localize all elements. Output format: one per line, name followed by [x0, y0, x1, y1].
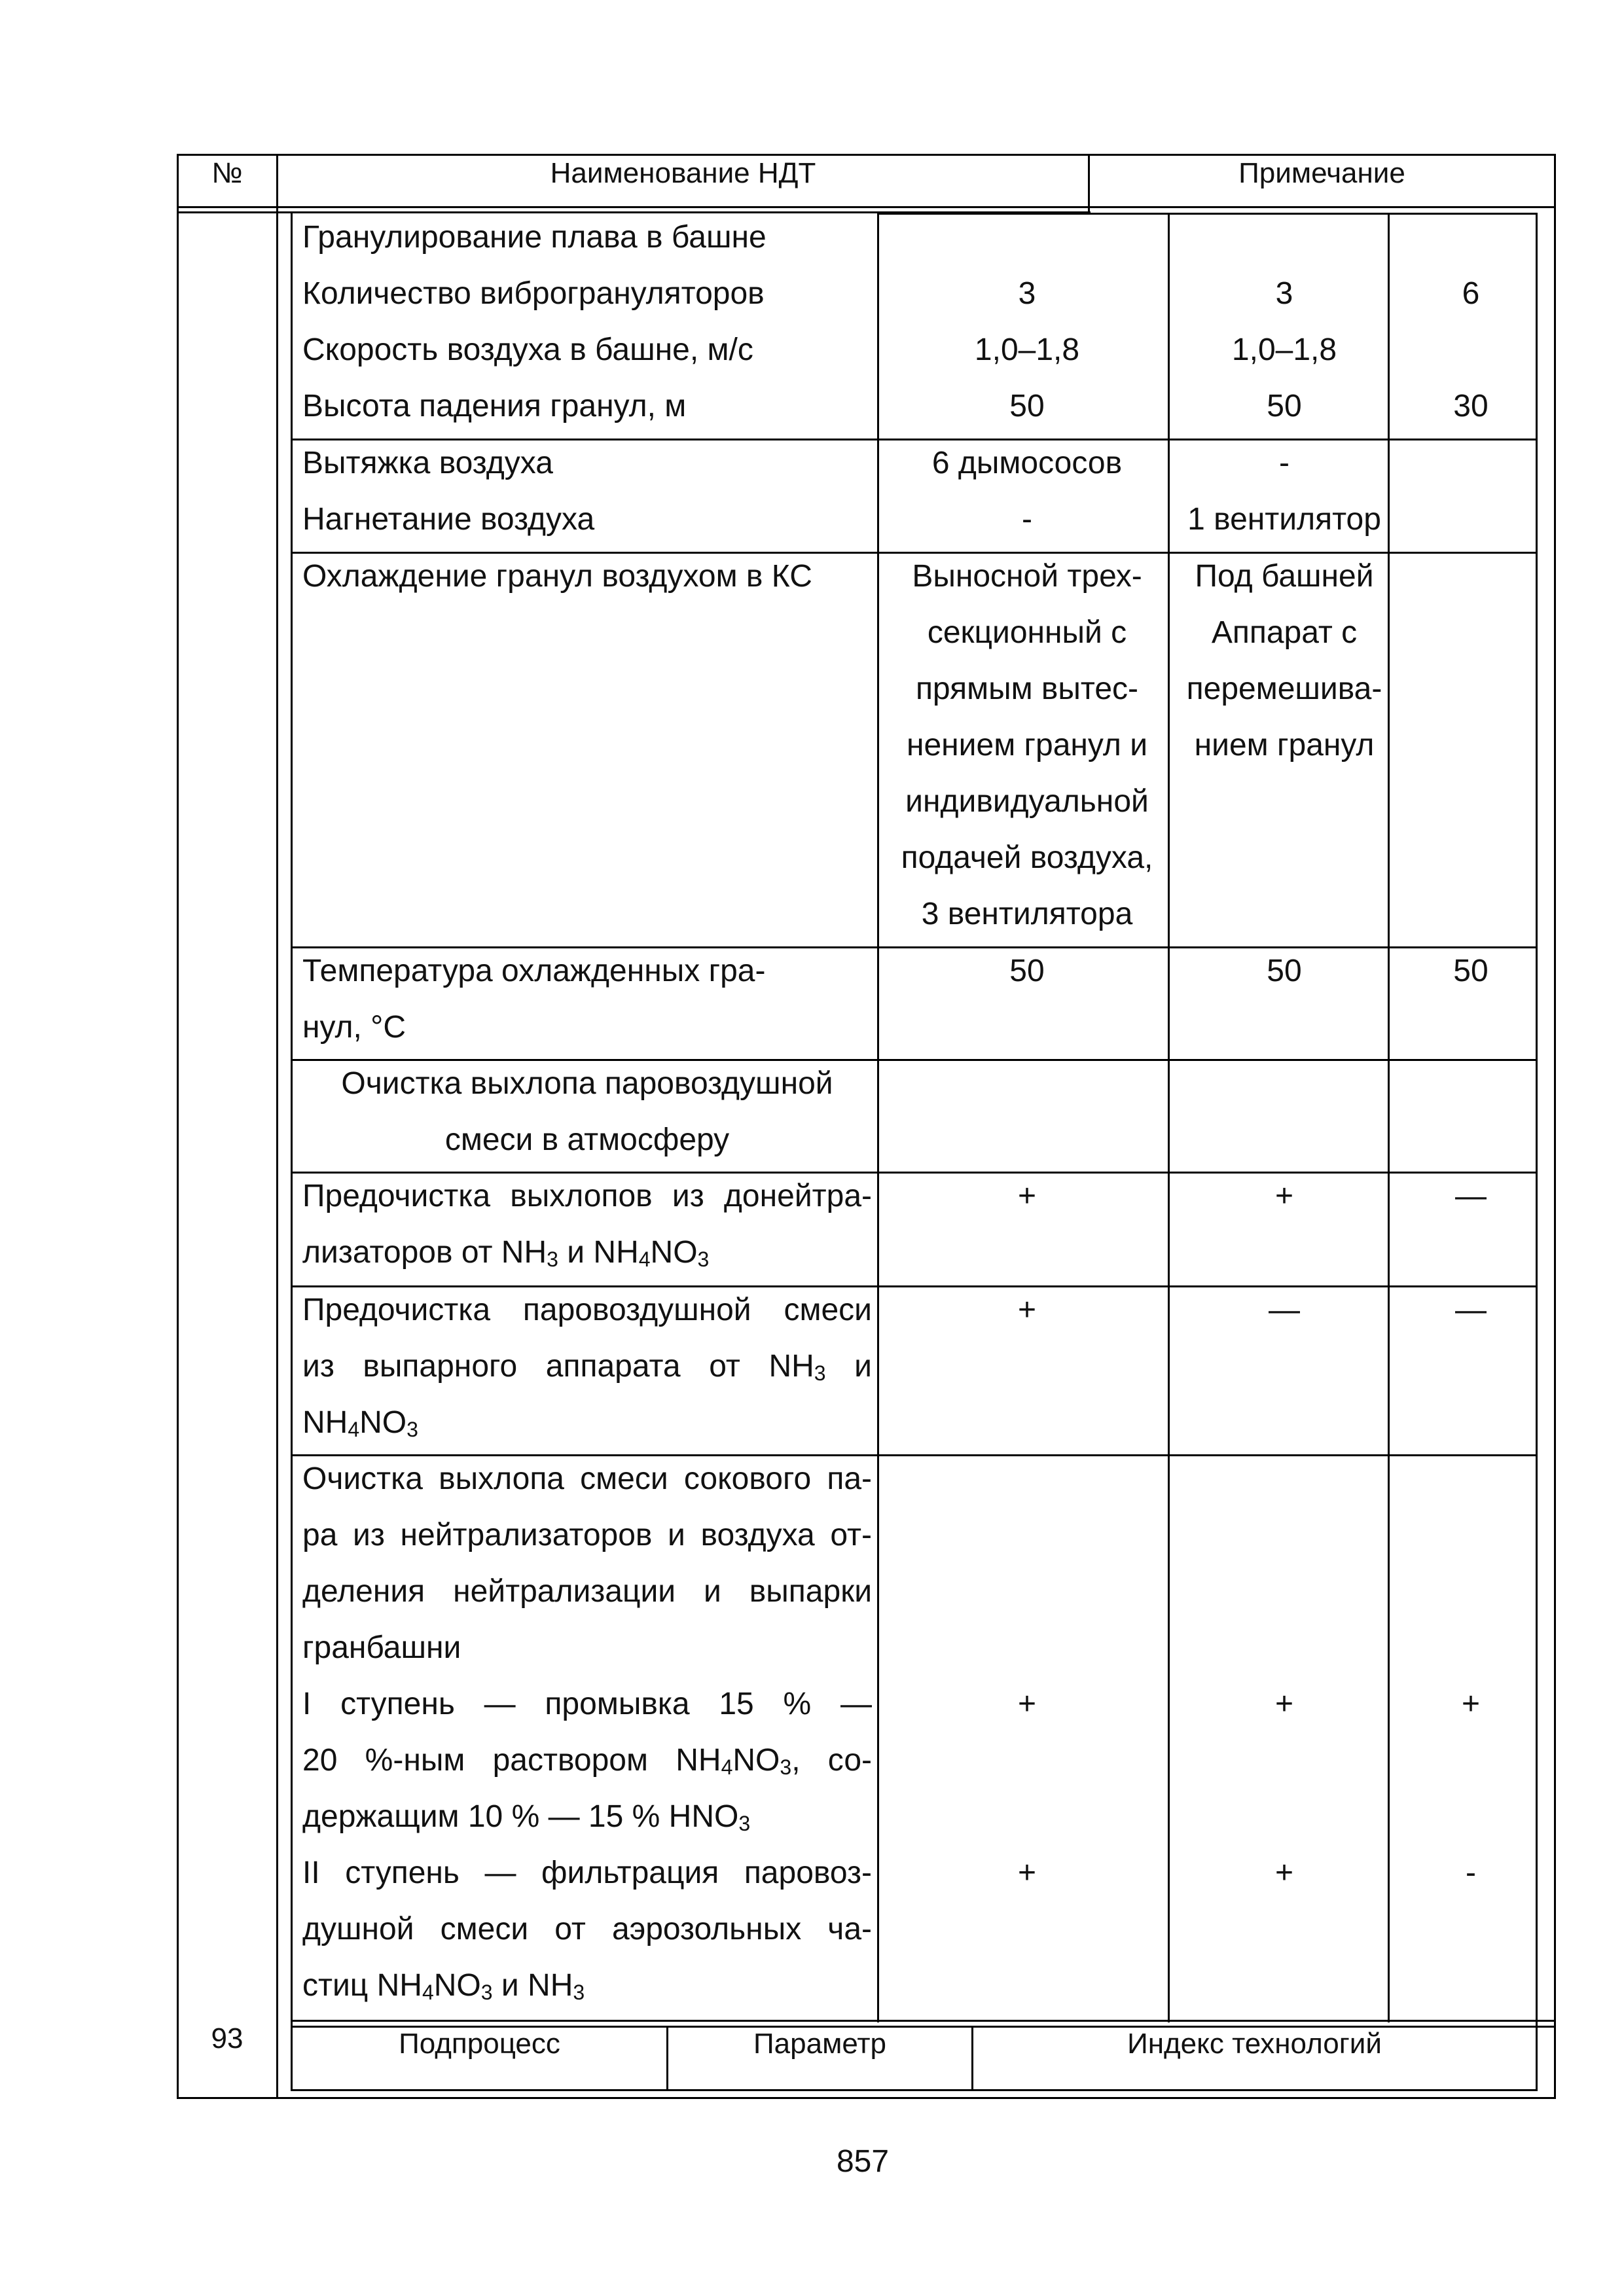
frame-top [177, 154, 1556, 156]
header-num: № [211, 157, 243, 189]
col-num-divider [276, 154, 278, 2099]
page-number: 857 [836, 2144, 890, 2179]
row-prepurification-neutralizers: Предочистка выхлопов из донейтра- лизаторов от $NH_3$ и $NH_4NO_3$ + + — [302, 1179, 1487, 1271]
frame-bottom [177, 2097, 1556, 2099]
row-air-exhaust: Вытяжка воздуха Нагнетание воздуха 6 дымососов - - 1 вентилятор [302, 446, 1381, 537]
footer-parameter: Параметр [753, 2028, 886, 2060]
header-note: Примечание [1238, 157, 1405, 189]
row-cooling: Охлаждение гранул воздухом в КС Выносной трех- секционный с прямым вытес- нением гранул и индивидуальной подачей воздуха, 3 вентилятора Под башней Аппарат с перемешива- нием гранул [302, 559, 1382, 931]
frame-left [177, 154, 179, 2099]
row-exhaust-cleaning: Очистка выхлопа смеси сокового па- ра из нейтрализаторов и воздуха от- деления нейтрализации и выпарки гранбашни I ступень — промывка 15 % — 20 %-ным раствором $NH_4NO_3$, со- держащим 10 % — 15 % $HNO_3$ II ступень — фильтрация паровоз- душной смеси от аэрозольных ча- стиц $NH_4NO_3$ и $NH_3$ + + + + + - [302, 1462, 1481, 2004]
footer-index: Индекс технологий [1127, 2028, 1382, 2060]
row-cleaning-heading: Очистка выхлопа паровоздушной смеси в атмосферу [341, 1066, 833, 1157]
row-temperature: Температура охлажденных гра- нул, °С 50 50 50 [302, 954, 1489, 1045]
header-name: Наименование НДТ [550, 157, 816, 189]
row-granulation: Гранулирование плава в башне Количество виброгрануляторов Скорость воздуха в башне, м/с Высота падения гранул, м 3 1,0–1,8 50 3 1,0–1,8 50 6 30 [302, 220, 1489, 423]
row-prepurification-evaporator: Предочистка паровоздушной смеси из выпарного аппарата от $NH_3$ и $NH_4NO_3$ + — — [302, 1293, 1487, 1441]
footer-num: 93 [211, 2022, 244, 2054]
footer-subprocess: Подпроцесс [399, 2028, 560, 2060]
